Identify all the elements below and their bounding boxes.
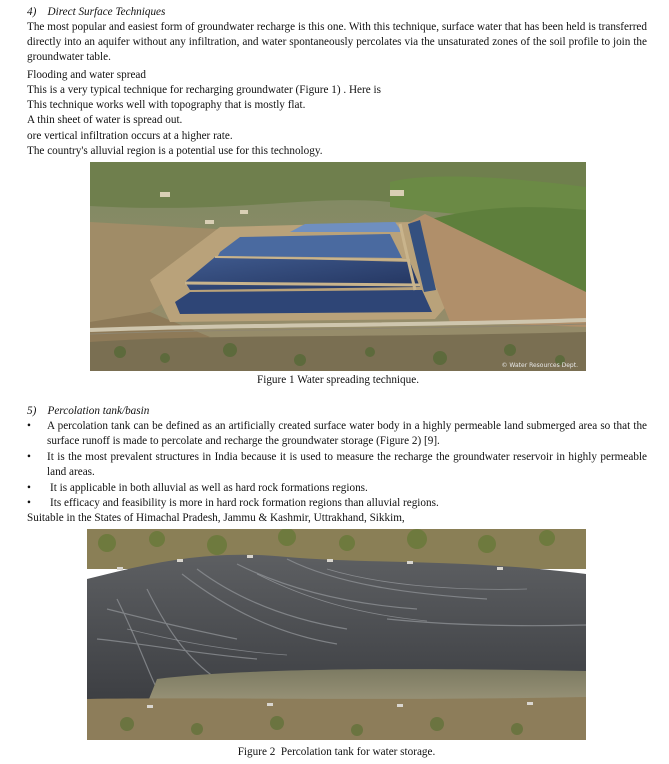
section-5-bullet-2: It is the most prevalent structures in India because it is used to measure the recharge the groundwater reservoir in highly permeable land areas. (47, 451, 647, 478)
figure-2-caption: Figure 2 Percolation tank for water storage. (237, 746, 436, 758)
section-5-bullet-4: Its efficacy and feasibility is more in hard rock formation regions than alluvial regions. (50, 497, 439, 509)
section-4-line-4: A thin sheet of water is spread out. (27, 114, 183, 126)
bullet-marker: • (27, 420, 31, 432)
section-4-line-6: The country's alluvial region is a potential use for this technology. (27, 145, 323, 157)
section-5-closing: Suitable in the States of Himachal Pradesh, Jammu & Kashmir, Uttrakhand, Sikkim, (27, 512, 405, 524)
section-5-bullet-3: It is applicable in both alluvial as well as hard rock formations regions. (50, 482, 368, 494)
section-4-heading: 4) Direct Surface Techniques (27, 6, 166, 18)
section-4-line-5: ore vertical infiltration occurs at a higher rate. (27, 130, 233, 142)
figure-1-image (90, 162, 586, 371)
section-4-line-2: This is a very typical technique for recharging groundwater (Figure 1) . Here is (27, 84, 381, 96)
section-4-paragraph: The most popular and easiest form of groundwater recharge is this one. With this technique, surface water that has been held is transferred directly into an aquifer without any infiltration, and water spontaneously percolates via the unsaturated zones of the soil profile to join the groundwater table. (27, 21, 647, 63)
figure-2-image (87, 529, 586, 740)
water-spreading-aerial-photo (90, 162, 586, 371)
percolation-tank-photo (87, 529, 586, 740)
figure-1-watermark: © Water Resources Dept. (501, 362, 578, 369)
bullet-marker: • (27, 482, 31, 494)
bullet-marker: • (27, 497, 31, 509)
section-4-line-1: Flooding and water spread (27, 69, 146, 81)
bullet-marker: • (27, 451, 31, 463)
section-5-bullet-1: A percolation tank can be defined as an artificially created surface water body in a highly permeable land submerged area so that the surface runoff is made to percolate and recharge the groundwater storage (Figure 2) [9]. (47, 420, 647, 447)
figure-1-caption: Figure 1 Water spreading technique. (257, 374, 419, 386)
section-4-line-3: This technique works well with topography that is mostly flat. (27, 99, 306, 111)
section-5-heading: 5) Percolation tank/basin (27, 405, 150, 417)
